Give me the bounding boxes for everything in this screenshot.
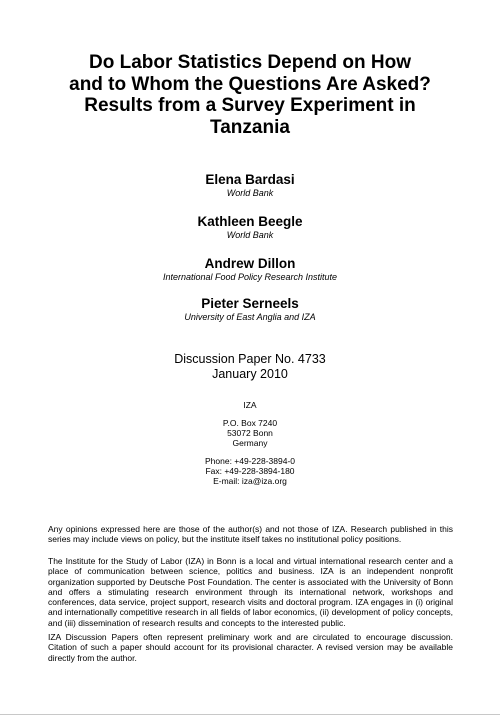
discussion-paper-info [100,352,400,382]
title-line: Results from a Survey Experiment in [84,95,416,116]
institute-contact [150,456,350,486]
paper-title [30,52,470,138]
author-affiliation: University of East Anglia and IZA [184,312,316,322]
author-affiliation: World Bank [226,188,274,198]
country: Germany [232,438,268,448]
author-name: Elena Bardasi [205,172,295,187]
institute-address [150,418,350,448]
discussion-papers-note-paragraph: IZA Discussion Papers often represent preliminary work and are circulated to encourage discussion. Citation of such a paper should account for its provisional character. A revised version may be available directly from the author. [48,632,453,663]
author-name: Andrew Dillon [204,256,296,271]
email: E-mail: iza@iza.org [213,476,287,486]
author-affiliation: International Food Policy Research Institute [162,272,338,282]
phone: Phone: +49-228-3894-0 [204,456,296,466]
city: 53072 Bonn [227,428,273,438]
fax: Fax: +49-228-3894-180 [205,466,295,476]
publication-date: January 2010 [212,367,288,381]
title-line: Do Labor Statistics Depend on How [89,52,411,73]
institute-description-paragraph: The Institute for the Study of Labor (IZA) in Bonn is a local and virtual international research center and a place of communication between science, politics and business. IZA is an independent nonprofit organization supported by Deutsche Post Foundation. The center is associated with the University of Bonn and offers a stimulating research environment through its international network, workshops and conferences, data service, project support, research visits and doctoral program. IZA engages in (i) original and internationally competitive research in all fields of labor economics, (ii) development of policy concepts, and (iii) dissemination of research results and concepts to the interested public. [48,556,453,628]
author-block [60,256,440,283]
institute-name: IZA [243,400,257,410]
author-affiliation: World Bank [226,230,274,240]
author-block [60,172,440,199]
author-block [60,296,440,323]
page-bottom-edge [0,714,500,715]
title-line: and to Whom the Questions Are Asked? [69,73,431,95]
po-box: P.O. Box 7240 [222,418,278,428]
title-line: Tanzania [210,116,290,138]
discussion-paper-number: Discussion Paper No. 4733 [174,352,326,366]
disclaimer-paragraph: Any opinions expressed here are those of the author(s) and not those of IZA. Research published in this series may include views on policy, but the institute itself takes no institutional policy positions. [48,524,453,545]
author-block [60,214,440,241]
author-name: Pieter Serneels [201,296,299,311]
author-name: Kathleen Beegle [197,214,303,229]
